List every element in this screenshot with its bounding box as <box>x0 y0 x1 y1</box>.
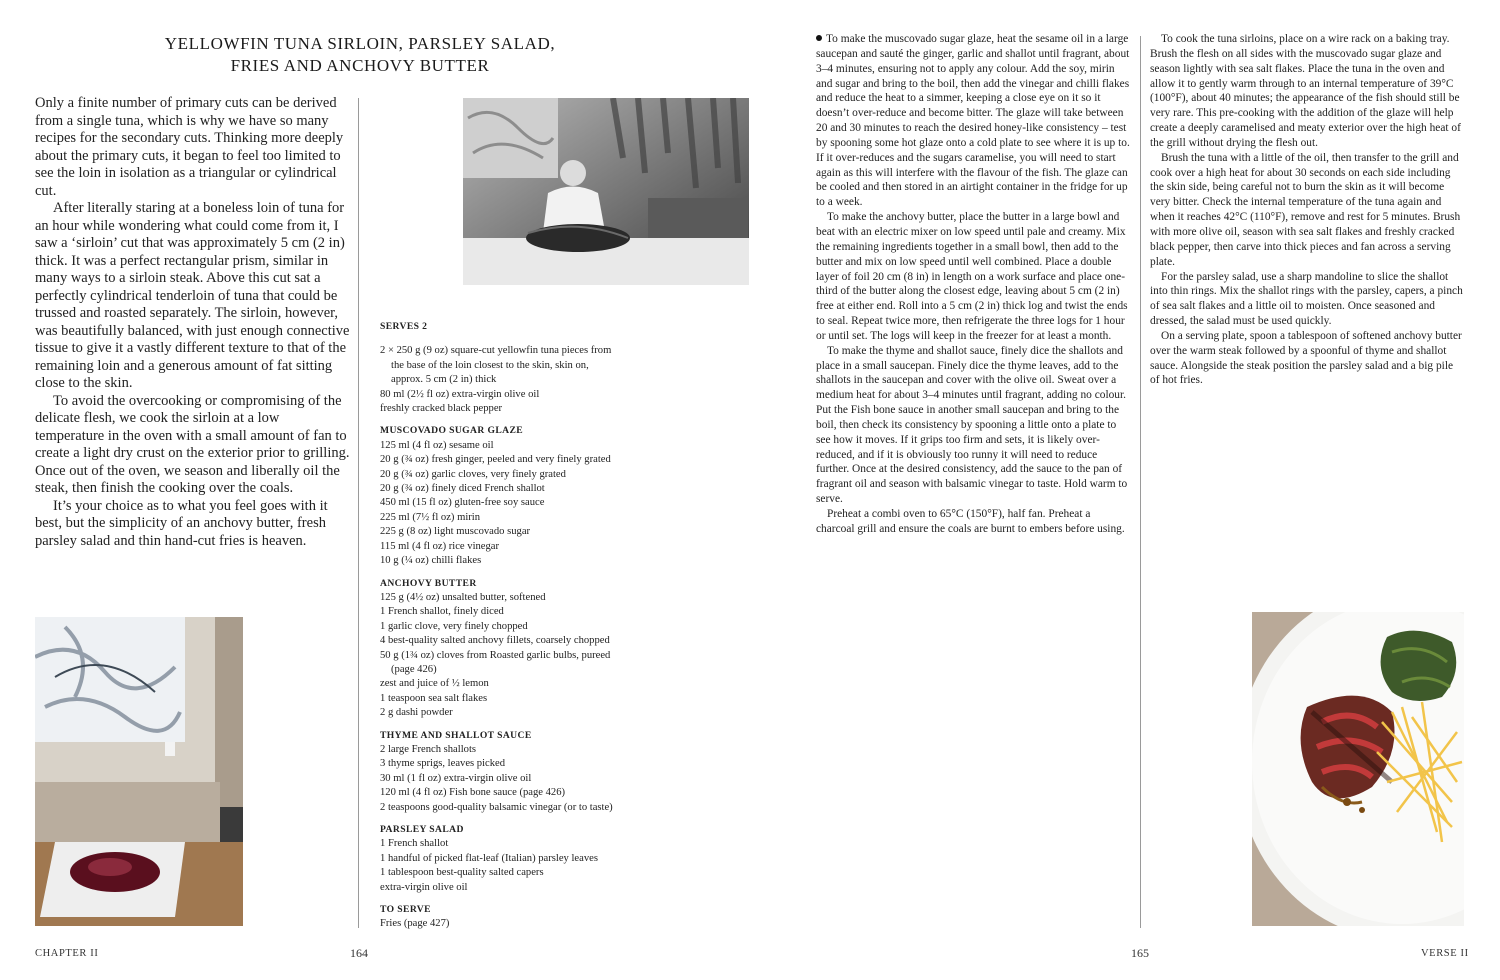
method-paragraph: On a serving plate, spoon a tablespoon of softened anchovy butter over the warm steak followed by a spoonful of thyme and shallot sauce. Alongside the steak position the parsley salad and a big pile of hot fries. <box>1150 329 1462 387</box>
recipe-title-line-2: FRIES AND ANCHOVY BUTTER <box>230 56 490 75</box>
ingredient-line: 120 ml (4 fl oz) Fish bone sauce (page 426) <box>380 787 566 799</box>
serves-heading: SERVES 2 <box>380 321 428 332</box>
intro-paragraph: Only a finite number of primary cuts can be derived from a single tuna, which is why we have so many recipes for the secondary cuts. Thinking more deeply about the primary cuts, it began to feel too limited to see the loin in isolation as a triangular or cylindrical cut. <box>35 95 344 199</box>
chef-photo <box>463 98 749 285</box>
method-paragraph: Brush the tuna with a little of the oil, then transfer to the grill and cook over a high heat for about 30 seconds on each side including the skin side, being careful not to burn the skin as it will become very bitter. Check the internal temperature of the tuna again and when it reaches 42°C (110°F), remove and rest for 5 minutes. Brush with more olive oil, season with sea salt flakes and freshly cracked black pepper, then carve into thick pieces and fan across a serving plate. <box>1150 151 1461 268</box>
ingredient-line: 50 g (1¾ oz) cloves from Roasted garlic bulbs, pureed <box>380 649 611 661</box>
ingredient-line: 125 ml (4 fl oz) sesame oil <box>380 439 494 451</box>
method-paragraph: To make the thyme and shallot sauce, finely dice the shallots and place in a small saucepan. Finely dice the thyme leaves, add to the shallots in the saucepan and cover with the olive oil. Sweat over a medium heat for about 3–4 minutes until fragrant, adding no colour. Put the Fish bone sauce in another small saucepan and bring to the boil, then check its consistency by spooning a little onto a plate to see how it moves. If it grips too firm and sets, it is likely over-reduced, and if it is obviously too runny it will need to reduce further. Once at the desired consistency, add the sauce to the pan of fragrant oil and season with balsamic vinegar to taste. Hold warm to serve. <box>816 344 1128 506</box>
salad-heading: PARSLEY SALAD <box>380 824 464 835</box>
column-divider <box>358 98 359 928</box>
ingredient-line: 20 g (¾ oz) fresh ginger, peeled and very finely grated <box>380 454 611 466</box>
ingredient-line: 1 garlic clove, very finely chopped <box>380 620 528 632</box>
ingredient-line: freshly cracked black pepper <box>380 403 503 415</box>
footer-verse: VERSE II <box>1421 948 1469 959</box>
ingredient-line: 2 × 250 g (9 oz) square-cut yellowfin tuna pieces from <box>380 345 612 357</box>
ingredient-line: 3 thyme sprigs, leaves picked <box>380 758 506 770</box>
ingredient-line: 1 French shallot, finely diced <box>380 606 504 618</box>
intro-paragraph: It’s your choice as to what you feel goes with it best, but the simplicity of an anchovy butter, fresh parsley salad and thin hand-cut fries is heaven. <box>35 497 328 549</box>
ingredient-line: 1 teaspoon sea salt flakes <box>380 692 488 704</box>
ingredient-line: 20 g (¾ oz) finely diced French shallot <box>380 483 545 495</box>
page-number-left: 164 <box>350 946 368 960</box>
footer-chapter: CHAPTER II <box>35 948 99 959</box>
intro-text <box>35 95 350 550</box>
ingredient-line: 225 ml (7½ fl oz) mirin <box>380 511 481 523</box>
sauce-heading: THYME AND SHALLOT SAUCE <box>380 729 532 741</box>
butter-heading: ANCHOVY BUTTER <box>380 577 477 589</box>
ingredient-line: 10 g (¼ oz) chilli flakes <box>380 555 482 567</box>
serve-heading: TO SERVE <box>380 904 431 916</box>
ingredient-line: extra-virgin olive oil <box>380 881 468 893</box>
method-paragraph: Preheat a combi oven to 65°C (150°F), half fan. Preheat a charcoal grill and ensure the coals are burnt to embers before using. <box>816 508 1125 535</box>
bullet-icon <box>816 35 822 41</box>
ingredient-line: 2 teaspoons good-quality balsamic vinegar (or to taste) <box>380 801 613 813</box>
intro-paragraph: After literally staring at a boneless loin of tuna for an hour while wondering what could come from it, I saw a ‘sirloin’ cut that was approximately 5 cm (2 in) thick. It was a perfect rectangular prism, similar in many ways to a sirloin steak. Above this cut sat a perfectly cylindrical tenderloin of tuna that could be trussed and roasted separately. The sirloin, however, was beautifully balanced, with just enough connective tissue to give it a vastly different texture to that of the remaining loin and a generous amount of fat sitting close to the skin. <box>35 200 350 391</box>
ingredient-line: 1 tablespoon best-quality salted capers <box>380 867 544 879</box>
recipe-title-line-1: YELLOWFIN TUNA SIRLOIN, PARSLEY SALAD, <box>164 34 556 53</box>
method-paragraph: To make the anchovy butter, place the butter in a large bowl and beat with an electric mixer on low speed until pale and creamy. Mix the remaining ingredients together in a small bowl, then add to the butter and mix on low speed until well combined. Place a double layer of foil 20 cm (8 in) in length on a work surface and place one-third of the butter along the closest edge, leaving about 5 cm (2 in) free at either end. Roll into a 5 cm (2 in) thick log and twist the ends to seal. Repeat twice more, then refrigerate the three logs for 1 hour or until set. The logs will keep in the freezer for at least a month. <box>816 211 1128 342</box>
ingredient-line: 2 g dashi powder <box>380 707 453 719</box>
method-paragraph: For the parsley salad, use a sharp mandoline to slice the shallot into thin rings. Mix the shallot rings with the parsley, capers, a pinch of sea salt flakes and a little oil to moisten. Once seasoned and dressed, the salad must be used quickly. <box>1150 270 1463 328</box>
ingredient-line: Fries (page 427) <box>380 918 450 930</box>
ingredient-line: 450 ml (15 fl oz) gluten-free soy sauce <box>380 497 545 509</box>
ingredient-line: zest and juice of ½ lemon <box>380 678 489 690</box>
ingredients-list <box>380 320 680 932</box>
page-number-right: 165 <box>1131 946 1149 960</box>
ingredient-line: 115 ml (4 fl oz) rice vinegar <box>380 540 500 552</box>
ingredient-line: 4 best-quality salted anchovy fillets, coarsely chopped <box>380 635 610 647</box>
method-paragraph: To make the muscovado sugar glaze, heat the sesame oil in a large saucepan and sauté the ginger, garlic and shallot until fragrant, about 3–4 minutes, ensuring not to apply any colour. Add the soy, mirin and sugar and bring to the boil, then add the vinegar and chilli flakes and reduce the heat to a simmer, keeping a close eye on it so it doesn’t over-reduce and become bitter. The glaze will take between 20 and 30 minutes to reach the desired honey-like consistency – test by spooning some hot glaze onto a cold plate to see where it is up to. If it over-reduces and the sugars caramelise, you will need to start again as this will interfere with the flavour of the fish. The glaze can be cooled and then stored in an airtight container in the fridge for up to a week. <box>816 33 1130 209</box>
tuna-loin-photo <box>35 617 243 926</box>
method-paragraph: To cook the tuna sirloins, place on a wire rack on a baking tray. Brush the flesh on all sides with the muscovado sugar glaze and season lightly with sea salt flakes. Place the tuna in the oven and allow it to gently warm through to an internal temperature of 39°C (100°F), about 40 minutes; the appearance of the fish should still be very rare. This pre-cooking with the addition of the glaze will help create a deeply caramelised and meaty exterior over the high heat of the grill without drying the flesh out. <box>1150 33 1461 149</box>
plated-dish-photo <box>1252 612 1464 926</box>
ingredient-line: 1 handful of picked flat-leaf (Italian) parsley leaves <box>380 852 598 864</box>
ingredient-line: 20 g (¾ oz) garlic cloves, very finely grated <box>380 468 566 480</box>
ingredient-line: the base of the loin closest to the skin, skin on, <box>391 359 589 371</box>
ingredient-line: 2 large French shallots <box>380 743 477 755</box>
ingredient-line: 1 French shallot <box>380 838 449 850</box>
recipe-title <box>110 33 610 77</box>
ingredient-line: 30 ml (1 fl oz) extra-virgin olive oil <box>380 772 532 784</box>
ingredient-line: 80 ml (2½ fl oz) extra-virgin olive oil <box>380 388 540 400</box>
intro-paragraph: To avoid the overcooking or compromising of the delicate flesh, we cook the sirloin at a low temperature in the oven with a small amount of fan to create a light dry crust on the exterior prior to grilling. Once out of the oven, we season and liberally oil the steak, then finish the cooking over the coals. <box>35 392 350 496</box>
method-column-1 <box>816 32 1131 537</box>
ingredient-line: 125 g (4½ oz) unsalted butter, softened <box>380 591 546 603</box>
method-column-2 <box>1150 32 1465 388</box>
column-divider <box>1140 36 1141 928</box>
ingredient-line: approx. 5 cm (2 in) thick <box>391 374 497 386</box>
glaze-heading: MUSCOVADO SUGAR GLAZE <box>380 425 524 437</box>
ingredient-line: (page 426) <box>391 663 437 675</box>
ingredient-line: 225 g (8 oz) light muscovado sugar <box>380 526 531 538</box>
